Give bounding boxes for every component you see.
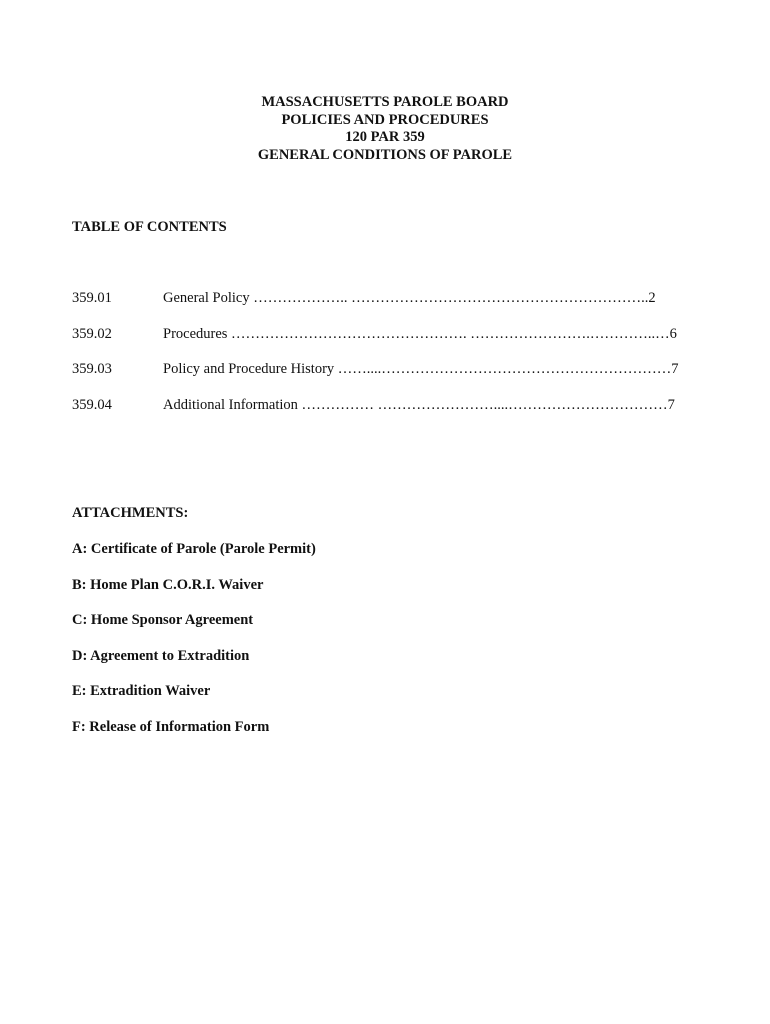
header-title: GENERAL CONDITIONS OF PAROLE xyxy=(257,146,513,163)
toc-entry-text: Policy and Procedure History ……....……………………………………………………7 xyxy=(163,361,679,377)
toc-list xyxy=(72,290,698,432)
attachment-item: C: Home Sponsor Agreement xyxy=(72,612,254,628)
header-agency: MASSACHUSETTS PAROLE BOARD xyxy=(261,94,509,110)
document-header xyxy=(0,94,770,164)
toc-entry-number: 359.02 xyxy=(72,325,112,342)
header-subtitle: POLICIES AND PROCEDURES xyxy=(281,111,489,128)
toc-entry-text: General Policy ……………….. ……………………………………………………..2 xyxy=(163,290,656,306)
attachment-item: D: Agreement to Extradition xyxy=(72,647,250,664)
toc-entry xyxy=(72,361,698,397)
toc-heading: TABLE OF CONTENTS xyxy=(72,219,227,235)
toc-entry-number: 359.04 xyxy=(72,396,112,413)
attachment-item: E: Extradition Waiver xyxy=(72,683,211,699)
toc-entry-number: 359.01 xyxy=(72,290,112,306)
attachments-list xyxy=(72,541,316,754)
toc-entry xyxy=(72,326,698,362)
toc-entry xyxy=(72,290,698,326)
attachment-item: B: Home Plan C.O.R.I. Waiver xyxy=(72,576,264,593)
toc-entry xyxy=(72,397,698,433)
attachment-item: A: Certificate of Parole (Parole Permit) xyxy=(72,541,316,557)
toc-entry-text: Additional Information …………… ……………………....……………………………7 xyxy=(163,396,675,413)
header-regulation-number: 120 PAR 359 xyxy=(345,129,425,145)
attachment-item: F: Release of Information Form xyxy=(72,718,270,735)
attachments-heading: ATTACHMENTS: xyxy=(72,505,189,521)
toc-entry-text: Procedures …………………………………………. …………………….…………..…6 xyxy=(163,325,677,342)
toc-entry-number: 359.03 xyxy=(72,361,112,377)
